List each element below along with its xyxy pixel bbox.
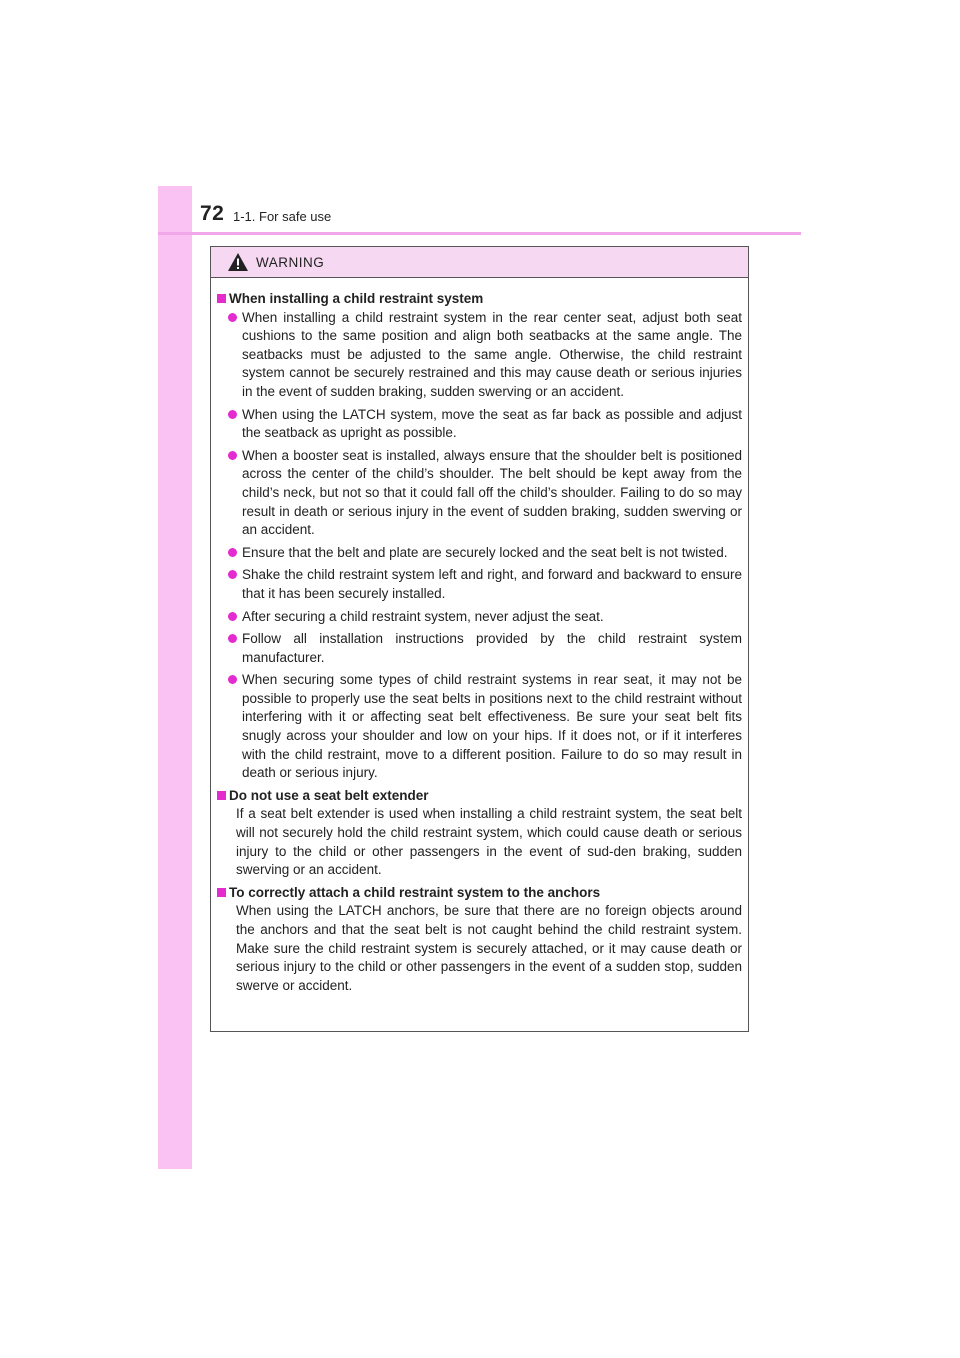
section-paragraph: When using the LATCH anchors, be sure that there are no foreign objects around the anchors and that the seat belt is not caught behind the child restraint system. Make sure the child restraint system is securely attached, or it may cause death or serious injury to the child or other passengers in the event of a sudden stop, sudden swerve or accident. [236,903,742,993]
circle-bullet-icon [228,634,237,643]
section-heading [217,290,742,309]
square-bullet-icon [217,791,226,800]
bullet-item [217,608,742,627]
section-anchors [217,884,742,996]
section-extender [217,787,742,880]
section-heading-text: When installing a child restraint system [229,291,484,306]
warning-triangle-icon [227,252,249,272]
bullet-item [217,447,742,540]
bullet-item [217,566,742,603]
section-heading-text: Do not use a seat belt extender [229,787,429,803]
bullet-item [217,309,742,402]
section-installing [217,290,742,783]
circle-bullet-icon [228,410,237,419]
circle-bullet-icon [228,313,237,322]
circle-bullet-icon [228,675,237,684]
square-bullet-icon [217,294,226,303]
warning-body [211,278,748,995]
circle-bullet-icon [228,451,237,460]
bullet-item [217,544,742,563]
bullet-text: After securing a child restraint system, never adjust the seat. [242,608,604,624]
bullet-text: When installing a child restraint system in the rear center seat, adjust both seat cushions to the same position and align both seatbacks at the same angle. The seatbacks must be adjusted to the same angle. Otherwise, the child restraint system cannot be securely restrained and this may cause death or serious injuries in the event of sudden braking, sudden swerving or an accident. [242,309,742,399]
bullet-text: Shake the child restraint system left and right, and forward and backward to ensure that it has been securely installed. [242,567,742,601]
bullet-text: Ensure that the belt and plate are securely locked and the seat belt is not twisted. [242,544,728,560]
section-paragraph: If a seat belt extender is used when installing a child restraint system, the seat belt will not securely hold the child restraint system, which could cause death or serious injury to the child or other passengers in the event of sud-den braking, sudden swerving or an accident. [236,806,742,878]
header-rule [158,232,801,235]
circle-bullet-icon [228,612,237,621]
bullet-item [217,630,742,667]
page-number: 72 [200,202,225,225]
warning-header [211,247,748,278]
section-heading-text: To correctly attach a child restraint system to the anchors [229,884,601,900]
square-bullet-icon [217,888,226,897]
section-title: 1-1. For safe use [233,209,332,224]
section-heading [217,884,742,903]
bullet-item [217,671,742,783]
bullet-text: Follow all installation instructions provided by the child restraint system manufacturer. [242,631,742,665]
section-heading [217,787,742,806]
bullet-text: When securing some types of child restraint systems in rear seat, it may not be possible to properly use the seat belts in positions next to the child restraint without interfering with it or affecting seat belt effectiveness. Be sure your seat belt fits snugly across your shoulder and low on your hips. If it does not, or if it interferes with the child restraint, move to a different position. Failure to do so may result in death or serious injury. [242,672,742,781]
circle-bullet-icon [228,548,237,557]
warning-title: WARNING [256,255,325,270]
bullet-item [217,406,742,443]
circle-bullet-icon [228,570,237,579]
bullet-text: When using the LATCH system, move the seat as far back as possible and adjust the seatback as upright as possible. [242,406,742,441]
warning-box [210,246,749,1032]
side-color-strip [158,186,192,1169]
bullet-text: When a booster seat is installed, always ensure that the shoulder belt is positioned across the center of the child’s shoulder. The belt should be kept away from the child’s neck, but not so that it could fall off the child’s shoulder. Failing to do so may result in death or serious injury in the event of sudden braking, sudden swerving or an accident. [242,447,742,538]
